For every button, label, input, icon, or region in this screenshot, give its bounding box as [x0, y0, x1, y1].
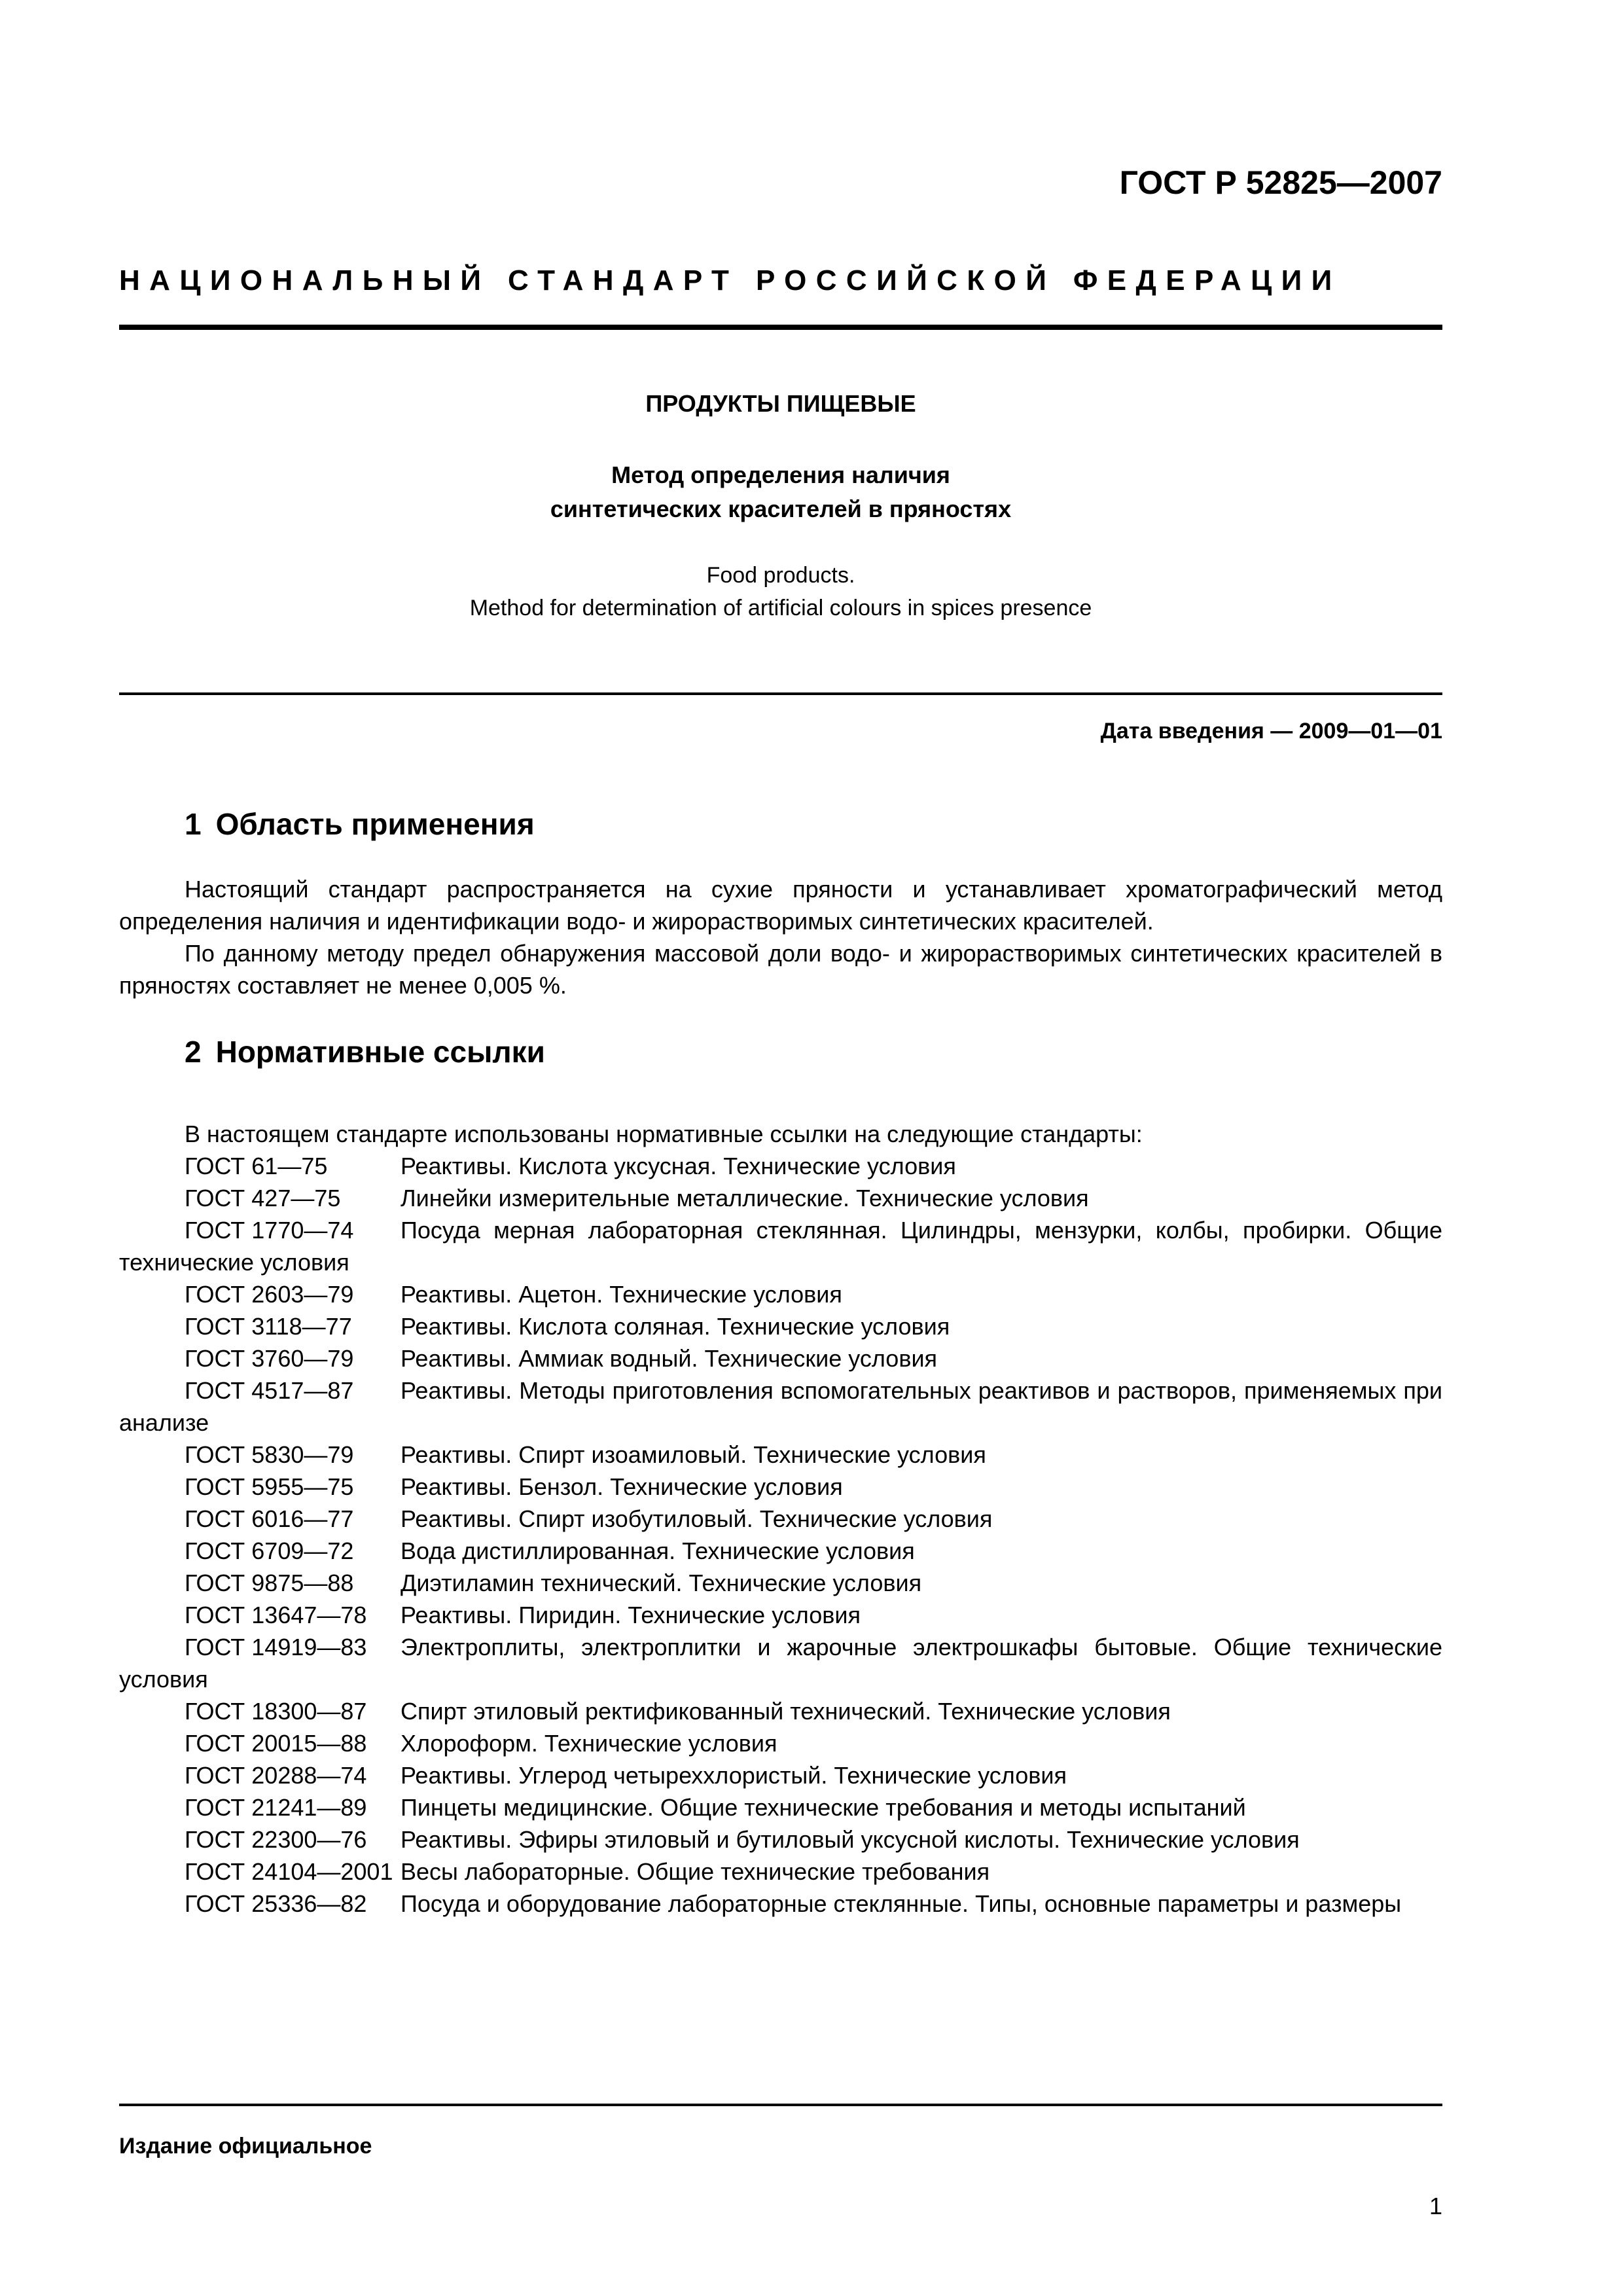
- reference-text: Реактивы. Спирт изоамиловый. Технические условия: [401, 1441, 986, 1468]
- reference-text: Реактивы. Кислота соляная. Технические условия: [401, 1313, 950, 1340]
- reference-text: Хлороформ. Технические условия: [401, 1730, 777, 1757]
- reference-code: ГОСТ 61—75: [185, 1153, 328, 1179]
- reference-item: [119, 1374, 1442, 1439]
- reference-item: [119, 1888, 1442, 1920]
- reference-text: Посуда мерная лабораторная стеклянная. Цилиндры, мензурки, колбы, пробирки. Общие технические условия: [119, 1217, 1442, 1276]
- title-divider: [119, 692, 1442, 695]
- subtitle-line-1: Метод определения наличия: [611, 461, 950, 488]
- reference-item: [119, 1631, 1442, 1695]
- reference-text: Пинцеты медицинские. Общие технические требования и методы испытаний: [401, 1794, 1246, 1821]
- subtitle-line-2: синтетических красителей в пряностях: [550, 495, 1012, 522]
- reference-item: [119, 1695, 1442, 1727]
- reference-code: ГОСТ 5830—79: [185, 1441, 354, 1468]
- section-1-number: 1: [185, 807, 202, 841]
- reference-text: Реактивы. Бензол. Технические условия: [401, 1473, 843, 1500]
- reference-code: ГОСТ 1770—74: [185, 1217, 354, 1244]
- national-standard-heading: НАЦИОНАЛЬНЫЙ СТАНДАРТ РОССИЙСКОЙ ФЕДЕРАЦИИ: [119, 264, 1342, 296]
- reference-code: ГОСТ 13647—78: [185, 1602, 367, 1628]
- section-1-paragraph-2: По данному методу предел обнаружения массовой доли водо- и жирорастворимых синтетических красителей в пряностях составляет не менее 0,005 %.: [119, 940, 1442, 999]
- reference-code: ГОСТ 9875—88: [185, 1570, 354, 1596]
- reference-code: ГОСТ 427—75: [185, 1185, 341, 1211]
- reference-code: ГОСТ 4517—87: [185, 1377, 354, 1404]
- reference-code: ГОСТ 22300—76: [185, 1826, 367, 1853]
- section-2-number: 2: [185, 1035, 202, 1069]
- section-2-heading: [185, 1034, 545, 1069]
- page-number: 1: [1429, 2193, 1442, 2219]
- english-title: [119, 559, 1442, 624]
- reference-item: [119, 1823, 1442, 1856]
- reference-code: ГОСТ 6709—72: [185, 1537, 354, 1564]
- reference-text: Электроплиты, электроплитки и жарочные электрошкафы бытовые. Общие технические условия: [119, 1634, 1442, 1693]
- header-divider: [119, 325, 1442, 330]
- reference-code: ГОСТ 24104—2001: [185, 1858, 393, 1885]
- reference-item: [119, 1182, 1442, 1214]
- section-2-title: Нормативные ссылки: [215, 1035, 545, 1069]
- reference-text: Реактивы. Спирт изобутиловый. Технические условия: [401, 1505, 993, 1532]
- reference-code: ГОСТ 6016—77: [185, 1505, 354, 1532]
- reference-item: [119, 1567, 1442, 1599]
- reference-item: [119, 1599, 1442, 1631]
- reference-text: Линейки измерительные металлические. Технические условия: [401, 1185, 1089, 1211]
- reference-code: ГОСТ 21241—89: [185, 1794, 367, 1821]
- footer-divider: [119, 2104, 1442, 2106]
- reference-item: [119, 1342, 1442, 1374]
- reference-item: [119, 1310, 1442, 1342]
- reference-text: Реактивы. Эфиры этиловый и бутиловый уксусной кислоты. Технические условия: [401, 1826, 1300, 1853]
- reference-code: ГОСТ 14919—83: [185, 1634, 367, 1660]
- section-1-paragraph-1: Настоящий стандарт распространяется на сухие пряности и устанавливает хроматографический метод определения наличия и идентификации водо- и жирорастворимых синтетических красителей.: [119, 876, 1442, 935]
- reference-code: ГОСТ 3760—79: [185, 1345, 354, 1372]
- references-intro: В настоящем стандарте использованы нормативные ссылки на следующие стандарты:: [185, 1121, 1143, 1147]
- introduction-date: Дата введения — 2009—01—01: [1100, 719, 1442, 744]
- reference-code: ГОСТ 2603—79: [185, 1281, 354, 1308]
- document-title: ПРОДУКТЫ ПИЩЕВЫЕ: [645, 390, 916, 417]
- reference-item: [119, 1150, 1442, 1182]
- section-1-title: Область применения: [215, 807, 535, 841]
- reference-text: Спирт этиловый ректификованный технический. Технические условия: [401, 1698, 1171, 1725]
- english-title-line-2: Method for determination of artificial colours in spices presence: [469, 596, 1092, 620]
- reference-code: ГОСТ 25336—82: [185, 1890, 367, 1917]
- reference-text: Диэтиламин технический. Технические условия: [401, 1570, 922, 1596]
- reference-item: [119, 1856, 1442, 1888]
- reference-code: ГОСТ 20015—88: [185, 1730, 367, 1757]
- reference-item: [119, 1439, 1442, 1471]
- reference-item: [119, 1791, 1442, 1823]
- reference-item: [119, 1535, 1442, 1567]
- reference-text: Реактивы. Аммиак водный. Технические условия: [401, 1345, 938, 1372]
- reference-item: [119, 1471, 1442, 1503]
- reference-text: Реактивы. Кислота уксусная. Технические условия: [401, 1153, 956, 1179]
- reference-item: [119, 1278, 1442, 1310]
- reference-text: Реактивы. Пиридин. Технические условия: [401, 1602, 861, 1628]
- document-subtitle: [119, 458, 1442, 526]
- reference-text: Реактивы. Методы приготовления вспомогательных реактивов и растворов, применяемых при анализе: [119, 1377, 1442, 1436]
- reference-code: ГОСТ 3118—77: [185, 1313, 352, 1340]
- reference-code: ГОСТ 20288—74: [185, 1762, 367, 1789]
- document-number: ГОСТ Р 52825—2007: [1119, 164, 1442, 201]
- reference-text: Реактивы. Углерод четыреххлористый. Технические условия: [401, 1762, 1067, 1789]
- reference-text: Посуда и оборудование лабораторные стеклянные. Типы, основные параметры и размеры: [401, 1890, 1402, 1917]
- reference-code: ГОСТ 5955—75: [185, 1473, 354, 1500]
- reference-item: [119, 1503, 1442, 1535]
- reference-text: Весы лабораторные. Общие технические требования: [401, 1858, 990, 1885]
- section-1-heading: [185, 806, 535, 842]
- english-title-line-1: Food products.: [706, 563, 855, 588]
- reference-item: [119, 1727, 1442, 1759]
- reference-code: ГОСТ 18300—87: [185, 1698, 367, 1725]
- reference-text: Вода дистиллированная. Технические условия: [401, 1537, 915, 1564]
- reference-item: [119, 1759, 1442, 1791]
- reference-text: Реактивы. Ацетон. Технические условия: [401, 1281, 842, 1308]
- reference-item: [119, 1214, 1442, 1278]
- normative-references-list: [119, 1118, 1442, 1920]
- section-1-body: [119, 873, 1442, 1001]
- official-edition-label: Издание официальное: [119, 2134, 372, 2159]
